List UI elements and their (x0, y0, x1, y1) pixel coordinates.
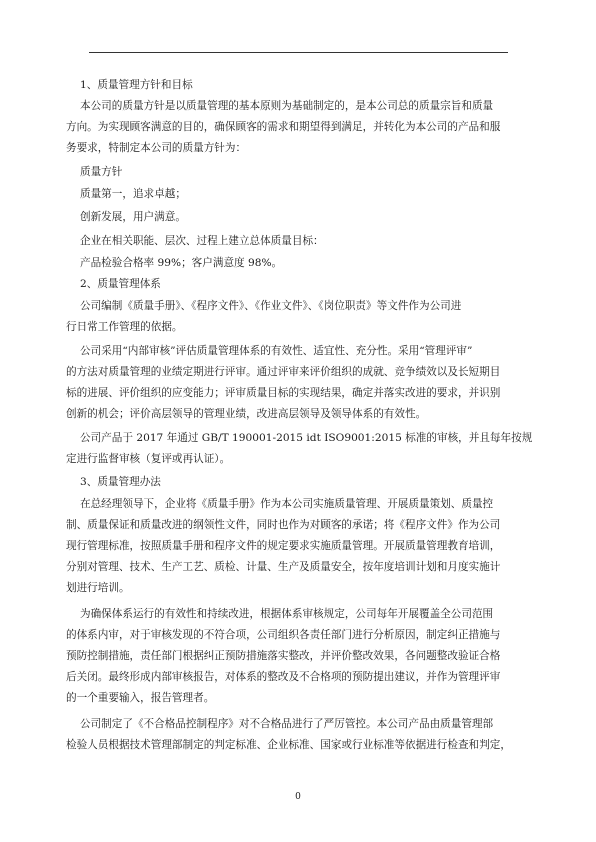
section-heading-1: 1、质量管理方针和目标 (80, 79, 193, 91)
paragraph-line: 的方法对质量管理的业绩定期进行评审。通过评审来评价组织的成就、竞争绩效以及长短期目 (66, 366, 501, 378)
paragraph-line: 质量第一，追求卓越； (80, 188, 186, 200)
paragraph-line: 划进行培训。 (66, 582, 130, 594)
paragraph-line: 在总经理领导下，企业将《质量手册》作为本公司实施质量管理、开展质量策划、质量控 (80, 498, 494, 510)
paragraph-line: 预防控制措施，责任部门根据纠正预防措施落实整改，并评价整改效果，各问题整改验证合格 (66, 650, 501, 662)
paragraph-line: 定进行监督审核（复评或再认证）。 (66, 453, 231, 465)
paragraph-line: 的一个重要输入，报告管理者。 (66, 692, 215, 704)
paragraph-line: 分别对管理、技术、生产工艺、质检、计量、生产及质量安全，按年度培训计划和月度实施计 (66, 561, 501, 573)
paragraph-line: 公司制定了《不合格品控制程序》对不合格品进行了严厉管控。本公司产品由质量管理部 (80, 718, 494, 730)
page-number: 0 (295, 792, 301, 802)
paragraph-line: 检验人员根据技术管理部制定的判定标准、企业标准、国家或行业标准等依据进行检查和判定， (66, 739, 511, 751)
paragraph-line: 制、质量保证和质量改进的纲领性文件，同时也作为对顾客的承诺；将《程序文件》作为公司 (66, 519, 501, 531)
paragraph-line: 本公司的质量方针是以质量管理的基本原则为基础制定的，是本公司总的质量宗旨和质量 (80, 100, 494, 112)
paragraph-line: 公司产品于 2017 年通过 GB/T 190001-2015 idt ISO9001:2015 标准的审核，并且每年按规 (80, 432, 533, 444)
paragraph-line: 公司采用“内部审核”评估质量管理体系的有效性、适宜性、充分性。采用“管理评审” (80, 345, 473, 357)
section-heading-3: 3、质量管理办法 (80, 476, 161, 488)
header-rule (89, 52, 508, 53)
paragraph-line: 后关闭。最终形成内部审核报告，对体系的整改及不合格项的预防提出建议，并作为管理评审 (66, 671, 501, 683)
paragraph-line: 企业在相关职能、层次、过程上建立总体质量目标： (80, 235, 324, 247)
paragraph-line: 创新的机会；评价高层领导的管理业绩，改进高层领导及领导体系的有效性。 (66, 408, 427, 420)
paragraph-line: 产品检验合格率 99%；客户满意度 98%。 (80, 257, 283, 269)
paragraph-line: 的体系内审，对于审核发现的不符合项，公司组织各责任部门进行分析原因，制定纠正措施与 (66, 629, 501, 641)
section-heading-2: 2、质量管理体系 (80, 278, 161, 290)
paragraph-line: 方向。为实现顾客满意的目的，确保顾客的需求和期望得到满足，并转化为本公司的产品和服 (66, 121, 501, 133)
paragraph-line: 行日常工作管理的依据。 (66, 321, 183, 333)
paragraph-line: 公司编制《质量手册》、《程序文件》、《作业文件》、《岗位职责》等文件作为公司进 (80, 300, 462, 312)
paragraph-line: 创新发展，用户满意。 (80, 211, 186, 223)
paragraph-line: 务要求，特制定本公司的质量方针为： (66, 142, 247, 154)
paragraph-line: 标的进展、评价组织的应变能力；评审质量目标的实现结果，确定并落实改进的要求，并识别 (66, 387, 501, 399)
paragraph-line: 为确保体系运行的有效性和持续改进，根据体系审核规定，公司每年开展覆盖全公司范围 (80, 608, 494, 620)
paragraph-line: 现行管理标准，按照质量手册和程序文件的规定要求实施质量管理。开展质量管理教育培训， (66, 540, 501, 552)
paragraph-line: 质量方针 (80, 166, 123, 178)
